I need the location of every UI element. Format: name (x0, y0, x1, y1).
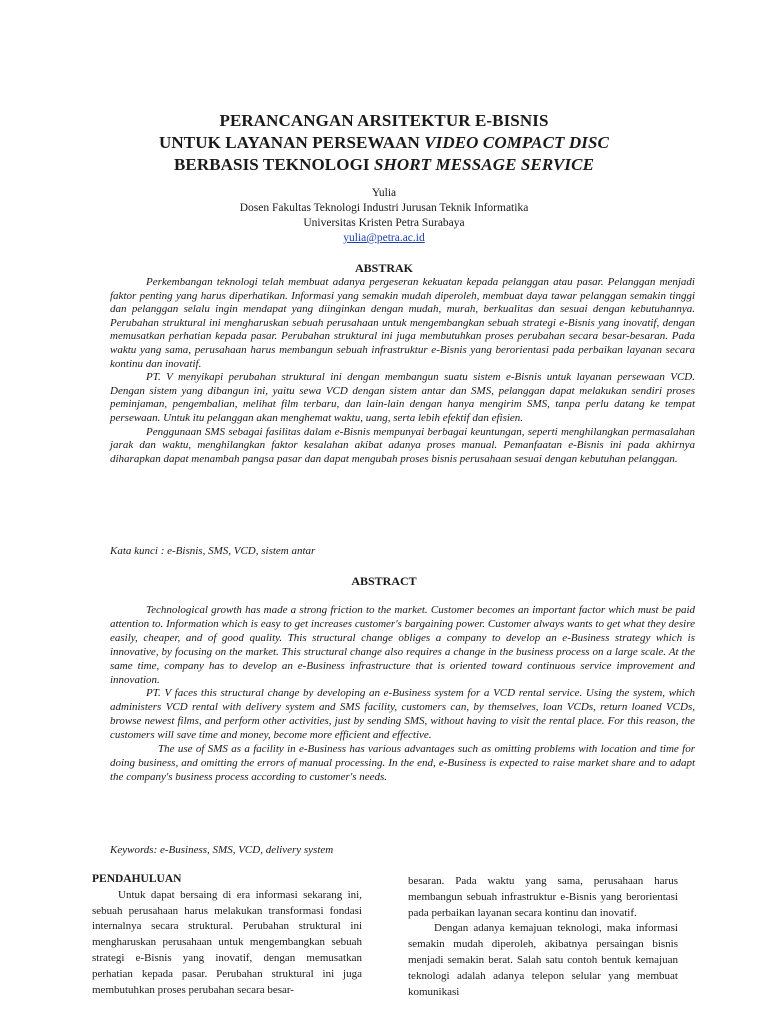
body-paragraph: Dengan adanya kemajuan teknologi, maka informasi semakin mudah diperoleh, akibatnya persaingan bisnis menjadi semakin berat. Salah satu contoh bentuk kemajuan teknologi adalah adanya telepon selular yang membuat komunikasi (408, 922, 678, 998)
abstract-heading: ABSTRACT (351, 574, 417, 588)
title-line-2-italic: VIDEO COMPACT DISC (424, 133, 609, 152)
section-heading: PENDAHULUAN (92, 873, 182, 885)
abstrak-paragraph: Perkembangan teknologi telah membuat adanya pergeseran kekuatan kepada pelanggan atau pasar. Pelanggan menjadi faktor penting yang harus diperhatikan. Informasi yang semakin mudah diperoleh, membuat daya tawar pelanggan semakin tinggi dan pelanggan selalu ingin mendapat yang diinginkan dengan mudah, murah, berkualitas dan sesuai dengan kebutuhannya. Perubahan struktural ini mengharuskan sebuah perusahaan untuk mengembangkan sebuah strategi e-Bisnis yang inovatif, dengan memusatkan perhatian kepada pasar. Perubahan struktural ini juga membutuhkan proses perubahan secara besar-besaran. Pada waktu yang sama, perusahaan harus membangun sebuah infrastruktur e-Bisnis yang berorientasi pada perbaikan layanan secara kontinu dan inovatif. (110, 276, 695, 370)
body-column-left (92, 872, 362, 998)
body-paragraph: Untuk dapat bersaing di era informasi sekarang ini, sebuah perusahaan harus melakukan transformasi fondasi internalnya secara struktural. Perubahan struktural ini mengharuskan perusahaan untuk mengembangkan sebuah strategi e-Bisnis yang inovatif, dengan memusatkan perhatian kepada pasar. Perubahan struktural ini juga membutuhkan proses perubahan secara besar- (92, 888, 362, 996)
abstract-paragraph: PT. V faces this structural change by developing an e-Business system for a VCD rental service. Using the system, which administers VCD rental with delivery system and SMS facility, customers can, by themselves, loan VCDs, return loaned VCDs, browse newest films, and perform other activities, just by sending SMS, without having to visit the rental place. For this reason, the customers will save time and money, become more efficient and effective. (110, 687, 695, 742)
abstrak-paragraph: PT. V menyikapi perubahan struktural ini dengan membangun suatu sistem e-Bisnis untuk layanan persewaan VCD. Dengan sistem yang dibangun ini, yaitu sewa VCD dengan sistem antar dan SMS, pelanggan dapat melakukan sendiri proses peminjaman, pengembalian, melihat film terbaru, dan lain-lain dengan hanya mengirim SMS, tanpa perlu datang ke tempat persewaan. Untuk itu pelanggan akan menghemat waktu, uang, serta lebih efektif dan efisien. (110, 371, 695, 424)
author-affiliation-1: Dosen Fakultas Teknologi Industri Jurusan Teknik Informatika (239, 202, 529, 214)
abstract-paragraph: Technological growth has made a strong friction to the market. Customer becomes an important factor which must be paid attention to. Information which is easy to get increases customer's bargaining power. Customer always wants to get what they desire easily, cheaper, and of good quality. This structural change obliges a company to develop an e-Business strategy which is innovative, by focusing on the market. This structural change also requires a change in the business process on a large scale. At the same time, company has to develop an e-Business infrastructure that is oriented toward continuous service improvement and innovation. (110, 604, 695, 686)
author-block (0, 186, 768, 246)
abstrak-body (110, 276, 695, 466)
kata-kunci: Kata kunci : e-Bisnis, SMS, VCD, sistem antar (110, 545, 316, 557)
title-line-3 (0, 154, 768, 176)
abstract-body (110, 604, 695, 785)
body-paragraph: besaran. Pada waktu yang sama, perusahaan harus membangun sebuah infrastruktur e-Bisnis yang berorientasi pada perbaikan layanan secara kontinu dan inovatif. (408, 875, 678, 919)
title-line-3-plain: BERBASIS TEKNOLOGI (173, 155, 374, 174)
body-column-right (408, 874, 678, 1000)
abstrak-heading: ABSTRAK (354, 261, 413, 275)
keywords: Keywords: e-Business, SMS, VCD, delivery system (110, 844, 334, 856)
author-name: Yulia (371, 187, 397, 199)
abstract-paragraph: The use of SMS as a facility in e-Business has various advantages such as omitting problems with location and time for doing business, and omitting the errors of manual processing. In the end, e-Business is expected to raise market share and to adapt the company's business process according to customer's needs. (110, 743, 695, 783)
author-email-link[interactable]: yulia@petra.ac.id (343, 232, 425, 244)
author-affiliation-2: Universitas Kristen Petra Surabaya (303, 217, 465, 229)
title-line-3-italic: SHORT MESSAGE SERVICE (373, 155, 595, 174)
title-line-2-plain: UNTUK LAYANAN PERSEWAAN (159, 133, 425, 152)
title-line-2 (0, 132, 768, 154)
title-line-1: PERANCANGAN ARSITEKTUR E-BISNIS (219, 111, 549, 130)
paper-title (0, 110, 768, 176)
abstrak-paragraph: Penggunaan SMS sebagai fasilitas dalam e-Bisnis mempunyai berbagai keuntungan, seperti menghilangkan permasalahan jarak dan waktu, menghilangkan faktor kesalahan akibat adanya proses manual. Pemanfaatan e-Bisnis ini pada akhirnya diharapkan dapat menambah pangsa pasar dan dapat mengubah proses bisnis perusahaan sesuai dengan kebutuhan pelanggan. (110, 425, 695, 465)
